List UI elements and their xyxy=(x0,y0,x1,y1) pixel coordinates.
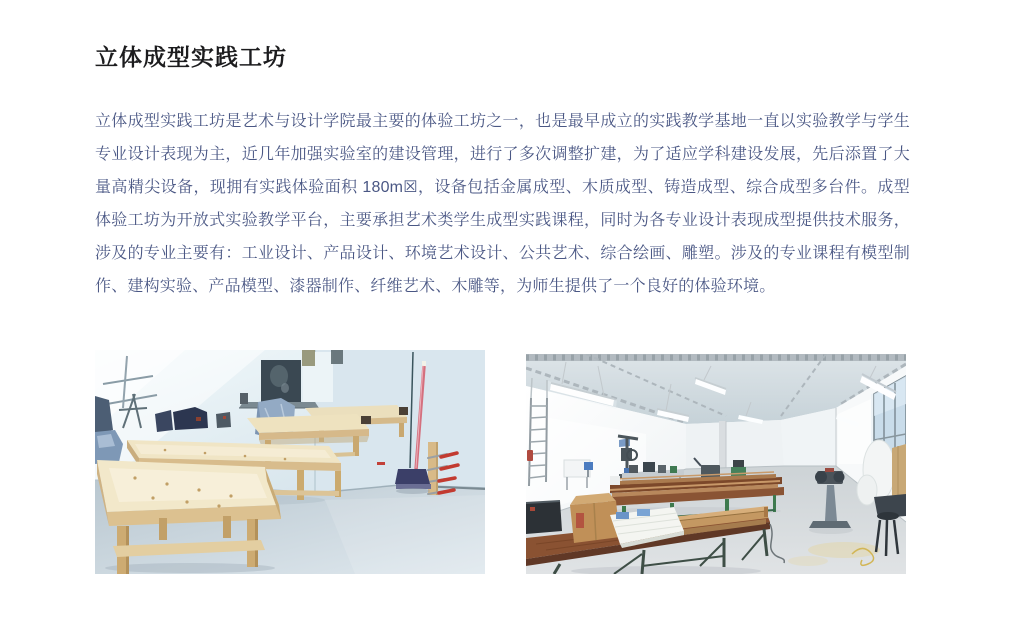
intro-paragraph: 立体成型实践工坊是艺术与设计学院最主要的体验工坊之一，也是最早成立的实践教学基地一直以实验教学与学生专业设计表现为主，近几年加强实验室的建设管理，进行了多次调整扩建，为了适应学科建设发展，先后添置了大量高精尖设备，现拥有实践体验面积 180m☒，设备包括金属成型、木质成型、铸造成型、综合成型多台件。成型体验工坊为开放式实验教学平台，主要承担艺术类学生成型实践课程，同时为各专业设计表现成型提供技术服务，涉及的专业主要有：工业设计、产品设计、环境艺术设计、公共艺术、综合绘画、雕塑。涉及的专业课程有模型制作、建构实验、产品模型、漆器制作、纤维艺术、木雕等，为师生提供了一个良好的体验环境。 xyxy=(95,113,910,295)
photo-row xyxy=(95,350,910,574)
page-title: 立体成型实践工坊 xyxy=(95,44,287,70)
forming-workshop-room-photo xyxy=(526,354,906,574)
workbench-room-photo xyxy=(95,350,485,574)
forming-workshop-illustration xyxy=(526,354,906,574)
workbench-room-illustration xyxy=(95,350,485,574)
